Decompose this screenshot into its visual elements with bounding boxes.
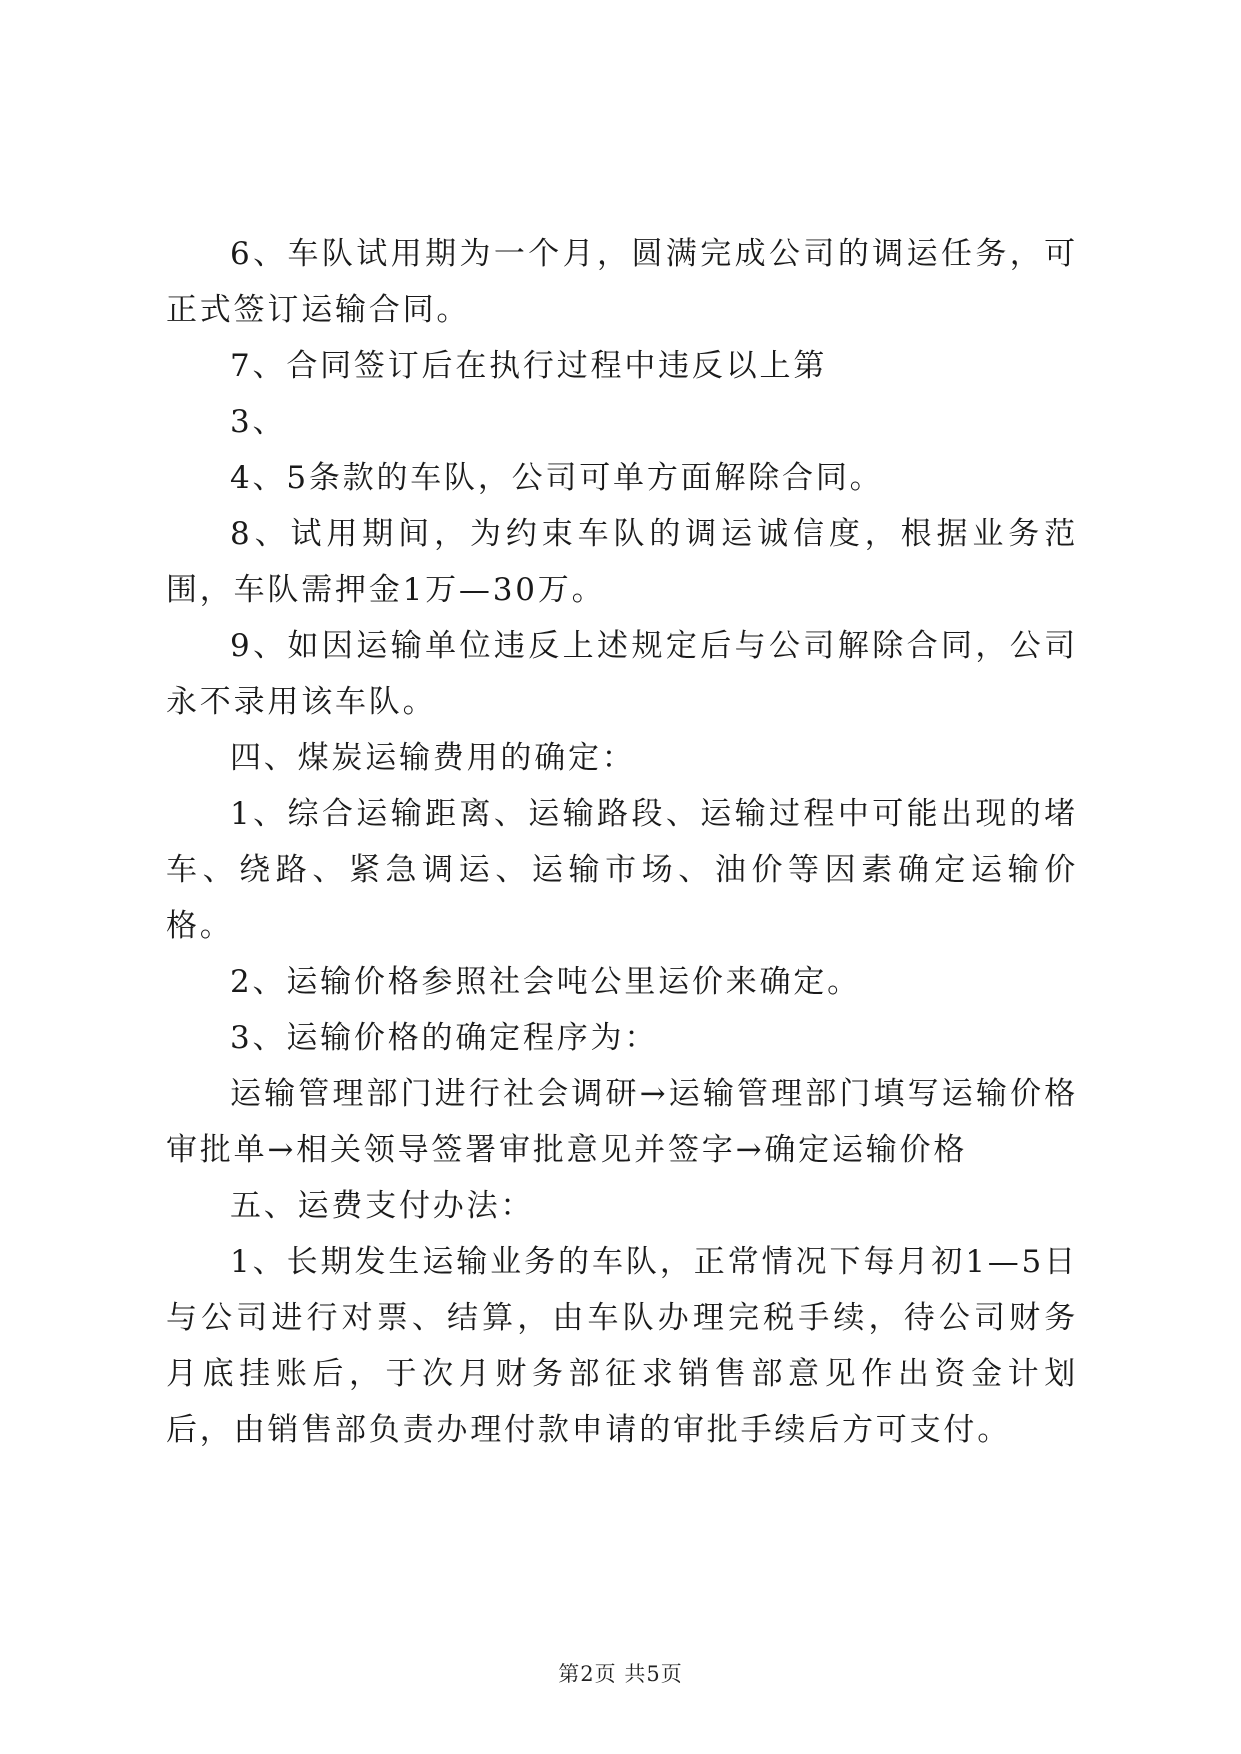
- paragraph-pricing-procedure: 运输管理部门进行社会调研→运输管理部门填写运输价格审批单→相关领导签署审批意见并签字→确定运输价格: [166, 1076, 1078, 1168]
- paragraph-payment-1: 1、长期发生运输业务的车队，正常情况下每月初1—5日与公司进行对票、结算，由车队办理完税手续，待公司财务月底挂账后，于次月财务部征求销售部意见作出资金计划后，由销售部负责办理付款申请的审批手续后方可支付。: [166, 1244, 1078, 1448]
- paragraph-pricing-2: 2、运输价格参照社会吨公里运价来确定。: [230, 964, 861, 1000]
- paragraph-item-8: 8、试用期间，为约束车队的调运诚信度，根据业务范围，车队需押金1万—30万。: [166, 516, 1078, 608]
- paragraph-item-6: 6、车队试用期为一个月，圆满完成公司的调运任务，可正式签订运输合同。: [166, 236, 1078, 328]
- paragraph-item-3-fragment: 3、: [230, 404, 287, 440]
- paragraph-pricing-3: 3、运输价格的确定程序为：: [230, 1020, 659, 1056]
- paragraph-pricing-1: 1、综合运输距离、运输路段、运输过程中可能出现的堵车、绕路、紧急调运、运输市场、油价等因素确定运输价格。: [166, 796, 1078, 944]
- page-footer: 第2页 共5页: [558, 1662, 683, 1686]
- section-heading-5: 五、运费支付办法：: [230, 1188, 535, 1224]
- paragraph-item-7: 7、合同签订后在执行过程中违反以上第: [230, 348, 828, 384]
- paragraph-item-9: 9、如因运输单位违反上述规定后与公司解除合同，公司永不录用该车队。: [166, 628, 1078, 720]
- document-body: [166, 226, 1078, 1458]
- paragraph-item-4: 4、5条款的车队，公司可单方面解除合同。: [230, 460, 884, 496]
- section-heading-4: 四、煤炭运输费用的确定：: [230, 740, 636, 776]
